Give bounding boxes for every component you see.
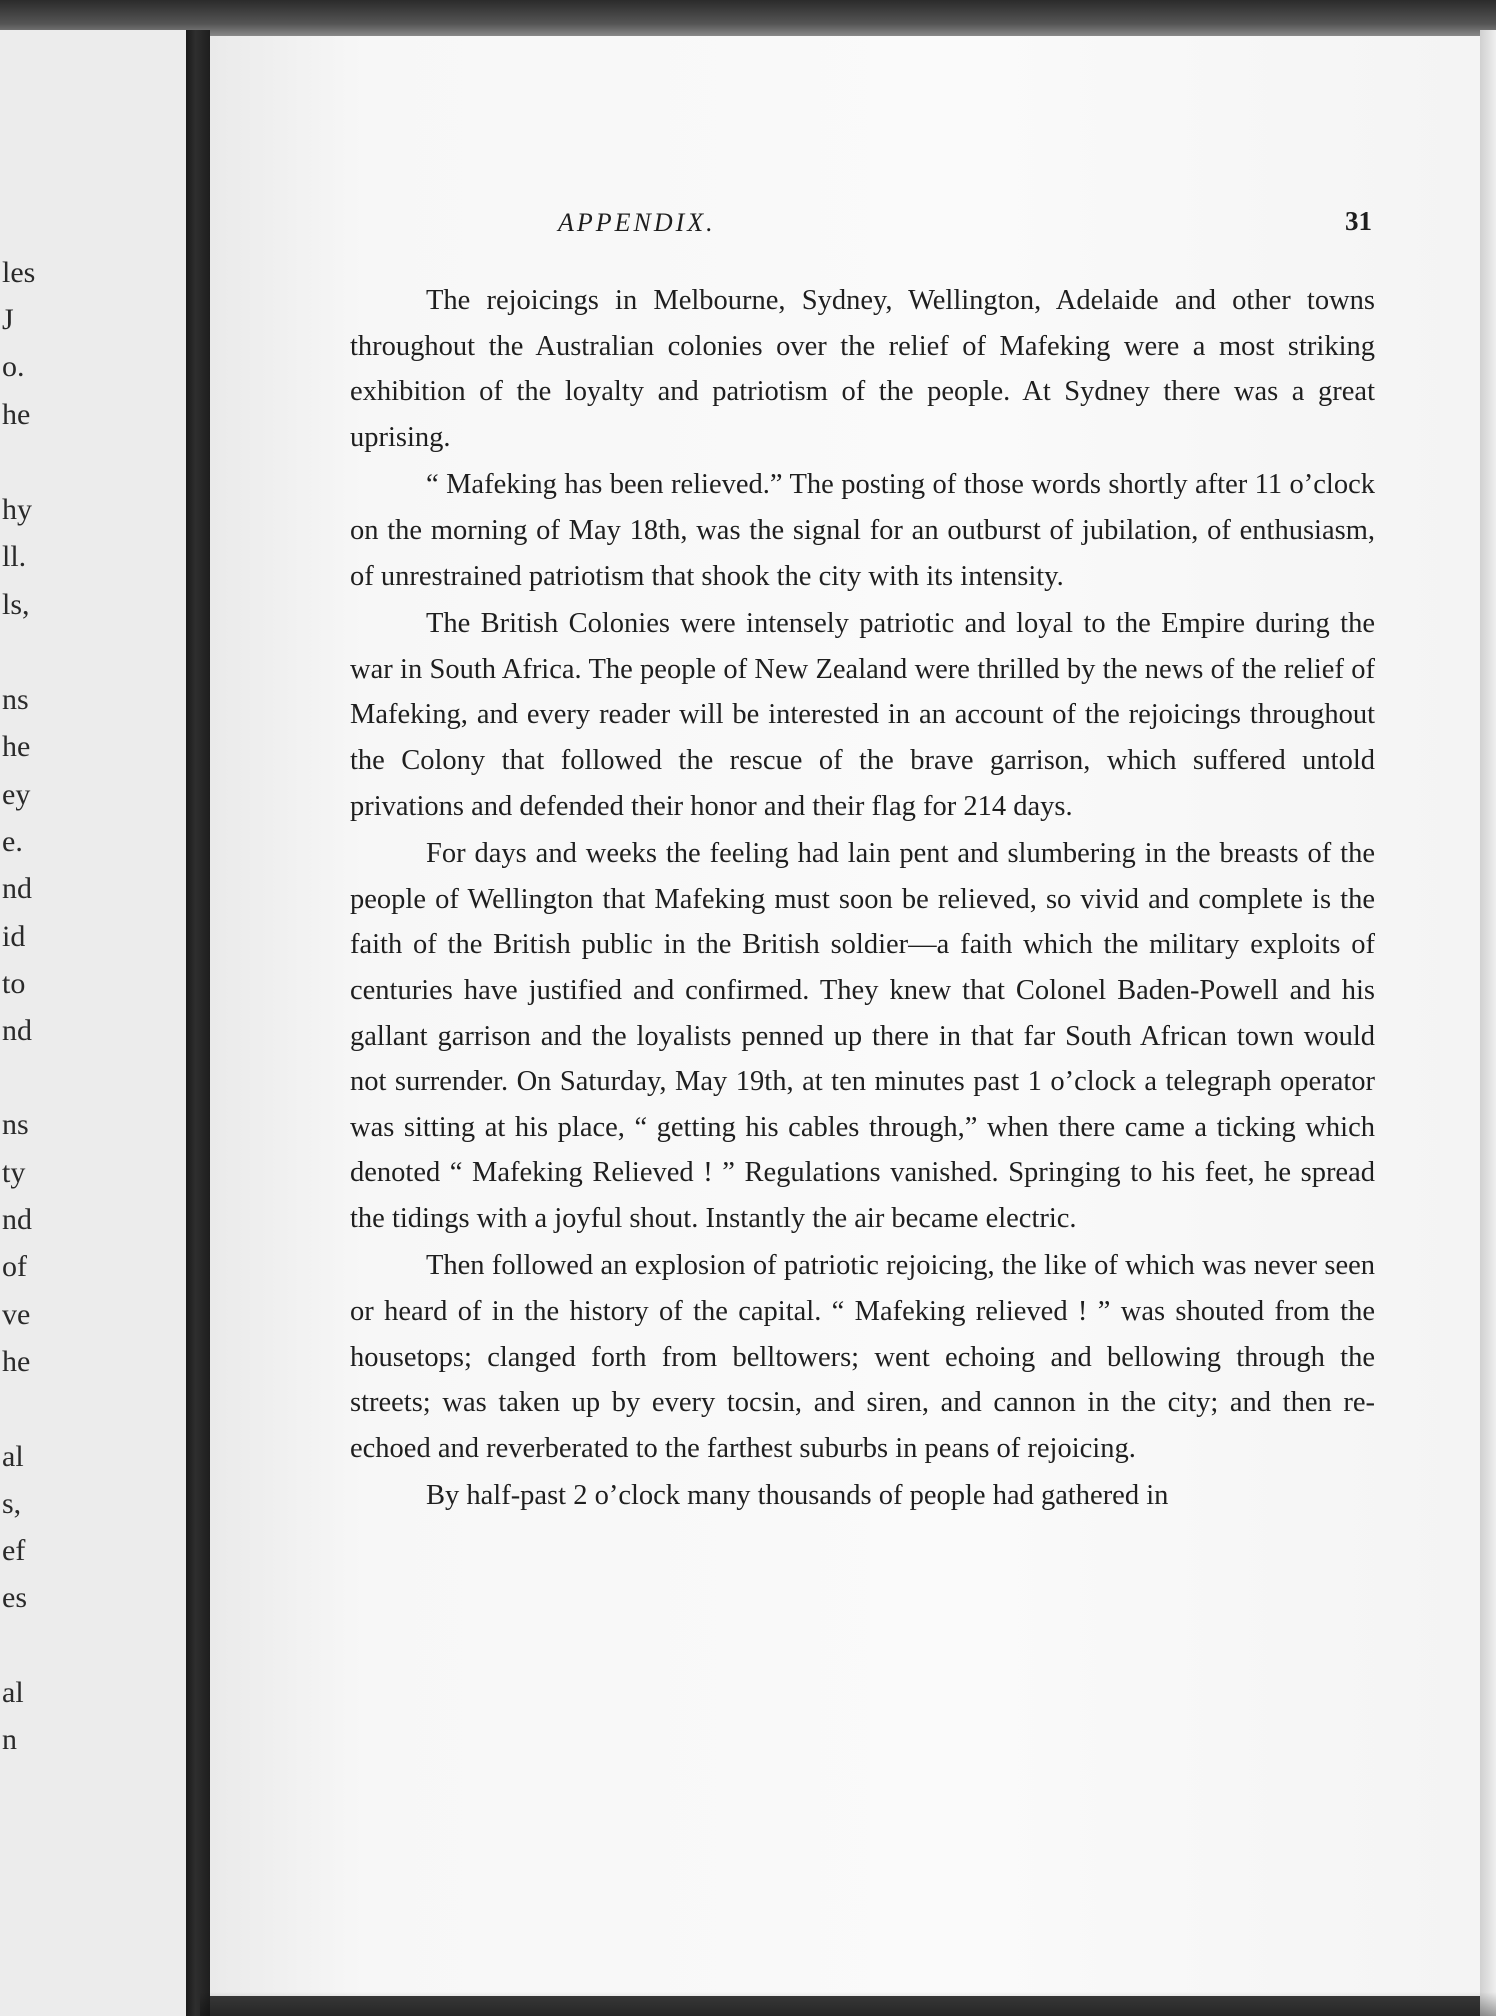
left-page-fragment: ty: [2, 1156, 26, 1189]
left-page-fragment: ns: [2, 1108, 29, 1141]
paragraph: For days and weeks the feeling had lain pent and slumbering in the breasts of the people of Wellington that Mafeking must soon be relieved, so vivid and complete is the faith of the British public in the British soldier—a faith which the military exploits of centuries have justified and confirmed. They knew that Colonel Baden-Powell and his gallant garrison and the loyalists penned up there in that far South African town would not surrender. On Saturday, May 19th, at ten minutes past 1 o’clock a telegraph operator was sitting at his place, “ getting his cables through,” when there came a ticking which denoted “ Mafeking Relieved ! ” Regulations vanished. Springing to his feet, he spread the tidings with a joyful shout. Instantly the air became electric.: [350, 838, 1375, 1234]
running-head: APPENDIX.: [558, 208, 716, 237]
left-page-fragment: ns: [2, 683, 29, 716]
left-page-fragment: of: [2, 1250, 27, 1283]
left-page-fragment: ll.: [2, 540, 27, 573]
facing-left-page: [0, 30, 186, 2016]
left-page-fragment: nd: [2, 872, 32, 905]
paragraph: By half-past 2 o’clock many thousands of people had gathered in: [426, 1480, 1169, 1512]
left-page-fragment: al: [2, 1676, 24, 1709]
left-page-fragment: ls,: [2, 588, 30, 621]
left-page-fragment: he: [2, 730, 31, 763]
page-number: 31: [1345, 206, 1372, 236]
left-page-fragment: J: [2, 303, 14, 336]
left-page-fragment: les: [2, 256, 36, 289]
left-page-fragment: ve: [2, 1298, 31, 1331]
left-page-fragment: nd: [2, 1014, 32, 1047]
left-page-fragment: he: [2, 1345, 31, 1378]
left-page-fragment: id: [2, 920, 26, 953]
paragraph: “ Mafeking has been relieved.” The posting of those words shortly after 11 o’clock on the morning of May 18th, was the signal for an outburst of jubilation, of enthusiasm, of unrestrained patriotism that shook the city with its intensity.: [350, 469, 1375, 592]
left-page-fragment: e.: [2, 825, 23, 858]
left-page-fragment: n: [2, 1723, 17, 1756]
left-page-fragment: he: [2, 398, 31, 431]
paragraph: The British Colonies were intensely patriotic and loyal to the Empire during the war in South Africa. The people of New Zealand were thrilled by the news of the relief of Mafeking, and every reader will be interested in an account of the rejoicings throughout the Colony that followed the rescue of the brave garrison, which suffered untold privations and defended their honor and their flag for 214 days.: [350, 608, 1375, 822]
left-page-fragment: es: [2, 1581, 27, 1614]
left-page-fragment: s,: [2, 1487, 22, 1520]
left-page-fragment: ef: [2, 1534, 26, 1567]
left-page-fragment: o.: [2, 350, 25, 383]
paragraph: The rejoicings in Melbourne, Sydney, Wellington, Adelaide and other towns throughout the Australian colonies over the relief of Mafeking were a most striking exhibition of the loyalty and patriotism of the people. At Sydney there was a great uprising.: [350, 285, 1375, 453]
body-text: [350, 278, 1375, 1521]
left-page-text-fragments: [0, 30, 186, 2016]
page-right-edge: [1480, 30, 1496, 2016]
left-page-fragment: hy: [2, 493, 32, 526]
scan-top-margin: [0, 0, 1496, 40]
scan-bottom-shadow: [200, 1992, 1496, 2016]
left-page-fragment: nd: [2, 1203, 32, 1236]
left-page-fragment: to: [2, 967, 26, 1000]
left-page-fragment: al: [2, 1440, 24, 1473]
left-page-fragment: ey: [2, 778, 31, 811]
paragraph: Then followed an explosion of patriotic rejoicing, the like of which was never seen or heard of in the history of the capital. “ Mafeking relieved ! ” was shouted from the housetops; clanged forth from belltowers; went echoing and bellowing through the streets; was taken up by every tocsin, and siren, and cannon in the city; and then re-echoed and reverberated to the farthest suburbs in peans of rejoicing.: [350, 1250, 1375, 1464]
book-gutter: [186, 30, 210, 2016]
